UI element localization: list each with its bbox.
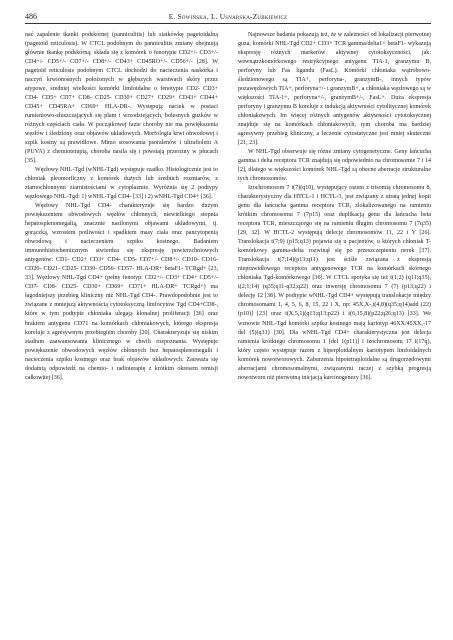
paragraph: Izochromosom 7 i(7)(q10), występujący razem z trisomią chromosomu 8, charakterystyczny dla HTCL-1 i HCTL-3, jest związany z utratą jednej kopii genu dla łańcucha gamma receptora TCR, zlokalizowanego na ramieniu krótkim chromosomu 7 (7p15) oraz duplikacją genu dla łańcucha beta receptora TCR, mieszczącego się na ramieniu długim chromosomu 7 (7q35) [29, 32]. W HCTL-2 występują delecje chromosomów 11, 22 i Y [26]. Translokacja t(7;9) (p15;q13) pojawia się u pacjentów, u których chłoniak T-komórkowy gamma-delta rozwinął się po przeszczepieniu nerek [37]. Translokacja t(7;14)(p13;q11) jest ściśle związana z ekspresją nieprawidłowego receptora antygenowego TCR na komórkach skórnego chłoniaka Tgd-komórkowego [36]. W CTCL spotyka się też t(1;2) (q11;q35), t(2;1;14) (q35;q11-q32;q22) oraz inwersję chromosomu 7 (7) (p13;q22) i delecję 12 [38]. W podtypie wNHL-Tgd CD4+ występują translokacje między chromosomami 1, 4, 5, 6, 8, 15, 22 i X, np: 45X,X-,t(4,8)(q35;q14)add (22)(p10)] [23] oraz t(X,5,1)(q13;q13;p22) i t(6,15,8)(p22;q26;q13) [33]. We wznowie NHL-Tgd komórki szpiku kostnego mają kariotyp 46XX/45XX,-17 del (5)(q31) [30]. Dla wNHL-Tgd CD4+ charakterystyczna jest delecja ramienia krótkiego chromosomu 1 [del 1(p11)] i izochromosom 17 i(17q), który często występuje razem z hiperploidalnym kariotypem limfoidalnych komórek nowotworowych. Zaburzenia hipotetraploidalne są drugorzędowymi aberracjami chromosomalnymi, związanymi raczej z szybką progresją nowotworu niż pierwotną inicjacją karcinogenezy [36]. (238, 185, 431, 381)
paragraph: Węzłowy NHL-Tgd CD4- charakteryzuje się bardzo dużym powiększeniem obwodowych węzłów chłonnych, niewielkiego stopnia hepatosplenomegalią, znacznie nasilonymi objawami układowymi, tj. gorączką, wzrostem potliwości i spadkiem masy ciała oraz pancytopenią obwodową i nacieczeniem szpiku kostnego. Badaniem immunohistochemicznym stwierdza się ekspresję powierzchniowych antygenów: CD1- CD2+ CD3+ CD4- CD5- CD7+/- CD8+/- CD10- CD16- CD20- CD21- CD25- CD30- CD56- CD57- HLA-DR+ betaF1- TCRgd+ [23, 33]. Węzłowy NHL-Tgd CD4+ (pełny fenotyp: CD2+/- CD3+ CD4+ CD5+/- CD7- CD8- CD25- CD30+ CD69+ CD71+ HLA-DR+ TCRgd+) ma łagodniejszy przebieg kliniczny niż NHL-Tgd CD4-. Prawdopodobnie jest to związane z mniejszą aktywnością cytotoksyczną limfocytów Tgd CD4+CD8-, które w tym podtypie chłoniaka ulegają klonalnej proliferacji [36] oraz brakiem antygenu CD71 na komórkach chłoniakowych, którego ekspresja koreluje z agresywnym przebiegiem choroby [20]. Charakteryzuje się niskim stadium zaawansowania klinicznego w chwili rozpoznania. Występuje powiększenie obwodowych węzłów chłonnych bez hepatosplenomegalii i nacieczenia szpiku kostnego oraz brak objawów układowych. Zauważa się dodatnią odpowiedź na chemio- i radioterapię z krótkim okresem remisji całkowitej [36]. (25, 203, 218, 381)
header-rule (25, 23, 431, 24)
running-head-authors: E. Sowińska, L. Usnarska-Zubkiewicz (168, 12, 288, 21)
left-text-column (25, 31, 218, 627)
paragraph: W NHL-Tgd obserwuje się różne zmiany cytogenetyczne. Geny łańcucha gamma i delta receptora TCR znajdują się odpowiednio na chromosomie 7 i 14 [2], dlatego w większości komórek NHL-Tgd są obecne aberracje strukturalne tych chromosomów. (238, 149, 431, 183)
paragraph: Najnowsze badania pokazują też, że w zależności od lokalizacji pierwotnej guza, komórki NHL-Tgd CD2+ CD3+ TCR gamma/delta1+ betaF1- wykazują ekspresję różnych markerów aktywnej cytotoksyczności, jak: wewnątrzkomórkowego restrykcyjnego antygenu TIA-1, granzymu B, perforyny lub Fas ligandu (FasL). Komórki chłoniaka wątrobowo-śledzionowego są TIA+, perforyna-, granzymB-, innych typów pozawęzłowych TIA+, perforyna+/- i granzymB+, a chłoniaka węzłowego są w większości TIA-1+, perforyna+/-, granzymB+/-, FasL+. Duża ekspresja perforyny i granzymu B koreluje z indukcją aktywności cytolitycznej komórek chłoniakowych. Im więcej różnych antygenów aktywności cytotoksycznej znajduje się na komórkach chłoniakowych, tym choroba ma bardziej agresywny przebieg kliniczny, a leczenie cytostatyczne jest mniej skuteczne [21, 23]. (238, 32, 431, 147)
paragraph: Węzłowy NHL-Tgd (wNHL-Tgd) występuje rzadko. Histologicznie jest to chłoniak pleomorficzny z komórek dużych lub średnich rozmiarów, z ziarnochłonnymi ziarnistościami w cytoplazmie. Wyróżnia się 2 podtypy węzłowego NHL-Tgd: 1) wNHL-Tgd CD4- [33] i 2) wNHL-Tgd CD4+ [36]. (25, 167, 218, 201)
page-number: 486 (25, 12, 37, 21)
page-header (25, 12, 431, 28)
right-text-column (238, 31, 431, 627)
paragraph: nać zapalenie tkanki podskórnej (panniculitis) lub siatkówkę pagetoidalną (pagetoid reticulosis). W CTCL podobnym do panniculitis zmiany obejmują głównie tkankę podskórną; składa się z komórek o fenotypie CD2+/- CD3+/- CD4+/- CD5+/- CD7+/- CD8+/- CD43+ CD45RO+/- CD56+/- [28]. W pagetoid reticulosis podobnym CTCL dochodzi do nacieczenia naskórka i naczyń krwionośnych położonych w głębszych warstwach skóry przez atypowe, średniej wielkości komórki limfoidalne o fenotypie CD2- CD3+ CD4- CD5+ CD7+ CD8- CD25- CD30+ CD27+ CD29+ CD43+ CD44+ CD45+ CD45RA+ CD69+ HLA-DR-. Występują naciek w postaci rumieniowo-złuszczających się plam i wrzodziejących, bolesnych guzków w różnych częściach ciała. W początkowej fazie choroby nie ma powiększenia węzłów i śledziony oraz objawów układowych. Morfologia krwi obwodowej i szpik kostny są prawidłowe. Mimo stosowania psoralenów i ultrafioletu A (PUVA) z chemioterapią, choroba nasila się i powstają przerzuty w płucach [35]. (25, 32, 218, 165)
